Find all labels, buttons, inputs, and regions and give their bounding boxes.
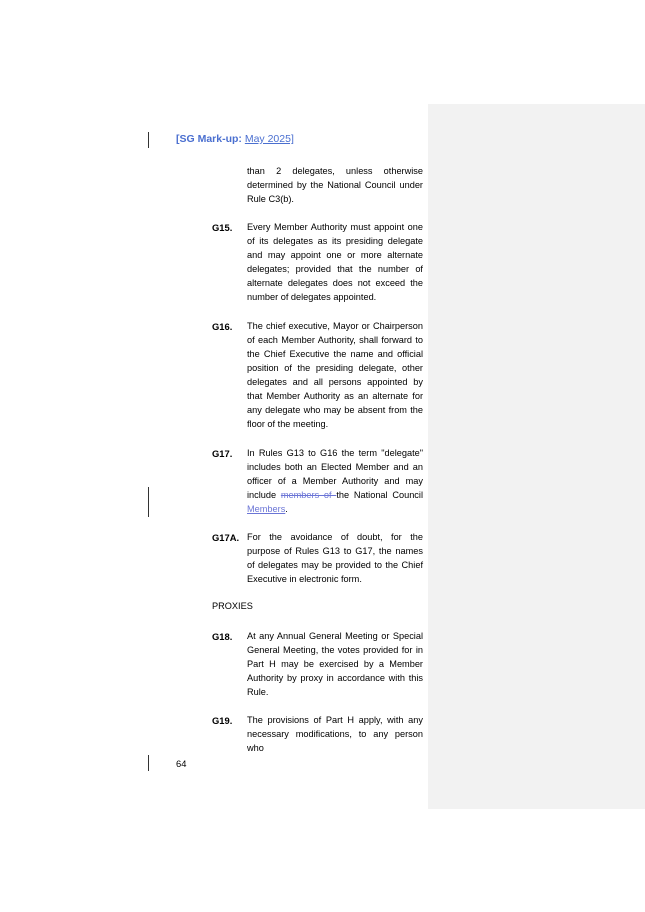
clause-text: For the avoidance of doubt, for the purpose of Rules G13 to G17, the names of delegates may be provided to the Chief Executive in electronic form.: [247, 532, 423, 584]
markup-header: [176, 133, 294, 145]
clause-text-part: .: [285, 504, 288, 514]
change-bar: [148, 755, 149, 771]
clause-number: G17.: [212, 448, 233, 459]
clause-text: The provisions of Part H apply, with any necessary modifications, to any person who: [247, 715, 423, 753]
section-heading: PROXIES: [212, 601, 253, 611]
clause-number: G17A.: [212, 532, 240, 543]
clause-text-part: In Rules G13 to G16 the term "delegate" includes both an Elected Member and an officer of a Member Authority and may include: [247, 448, 423, 500]
clause-text: At any Annual General Meeting or Special General Meeting, the votes provided for in Part H may be exercised by a Member Authority by proxy in accordance with this Rule.: [247, 631, 423, 697]
inserted-text: Members: [247, 504, 286, 514]
clause-text: The chief executive, Mayor or Chairperson of each Member Authority, shall forward to the Chief Executive the name and official position of the presiding delegate, other delegates and all persons appointed by that Member Authority as an alternate for any delegate who may be absent from the floor of the meeting.: [247, 321, 423, 429]
clause-number: G19.: [212, 715, 233, 726]
clause-number: G15.: [212, 222, 233, 233]
clause-text-part: the National Council: [336, 490, 423, 500]
deleted-text: members of: [280, 490, 337, 500]
continuation-text: than 2 delegates, unless otherwise determined by the National Council under Rule C3(b).: [247, 166, 423, 204]
clause-text: Every Member Authority must appoint one of its delegates as its presiding delegate and may appoint one or more alternate delegates; provided that the number of alternate delegates does not exceed the number of delegates appointed.: [247, 222, 423, 302]
clause-number: G16.: [212, 321, 233, 332]
comment-margin-panel: [428, 104, 645, 809]
page-number: 64: [176, 758, 187, 769]
markup-label: [SG Mark-up:: [176, 133, 242, 145]
clause-number: G18.: [212, 631, 233, 642]
change-bar: [148, 487, 149, 517]
change-bar: [148, 132, 149, 148]
clause-text: [247, 446, 423, 516]
markup-date: May 2025]: [244, 133, 294, 145]
